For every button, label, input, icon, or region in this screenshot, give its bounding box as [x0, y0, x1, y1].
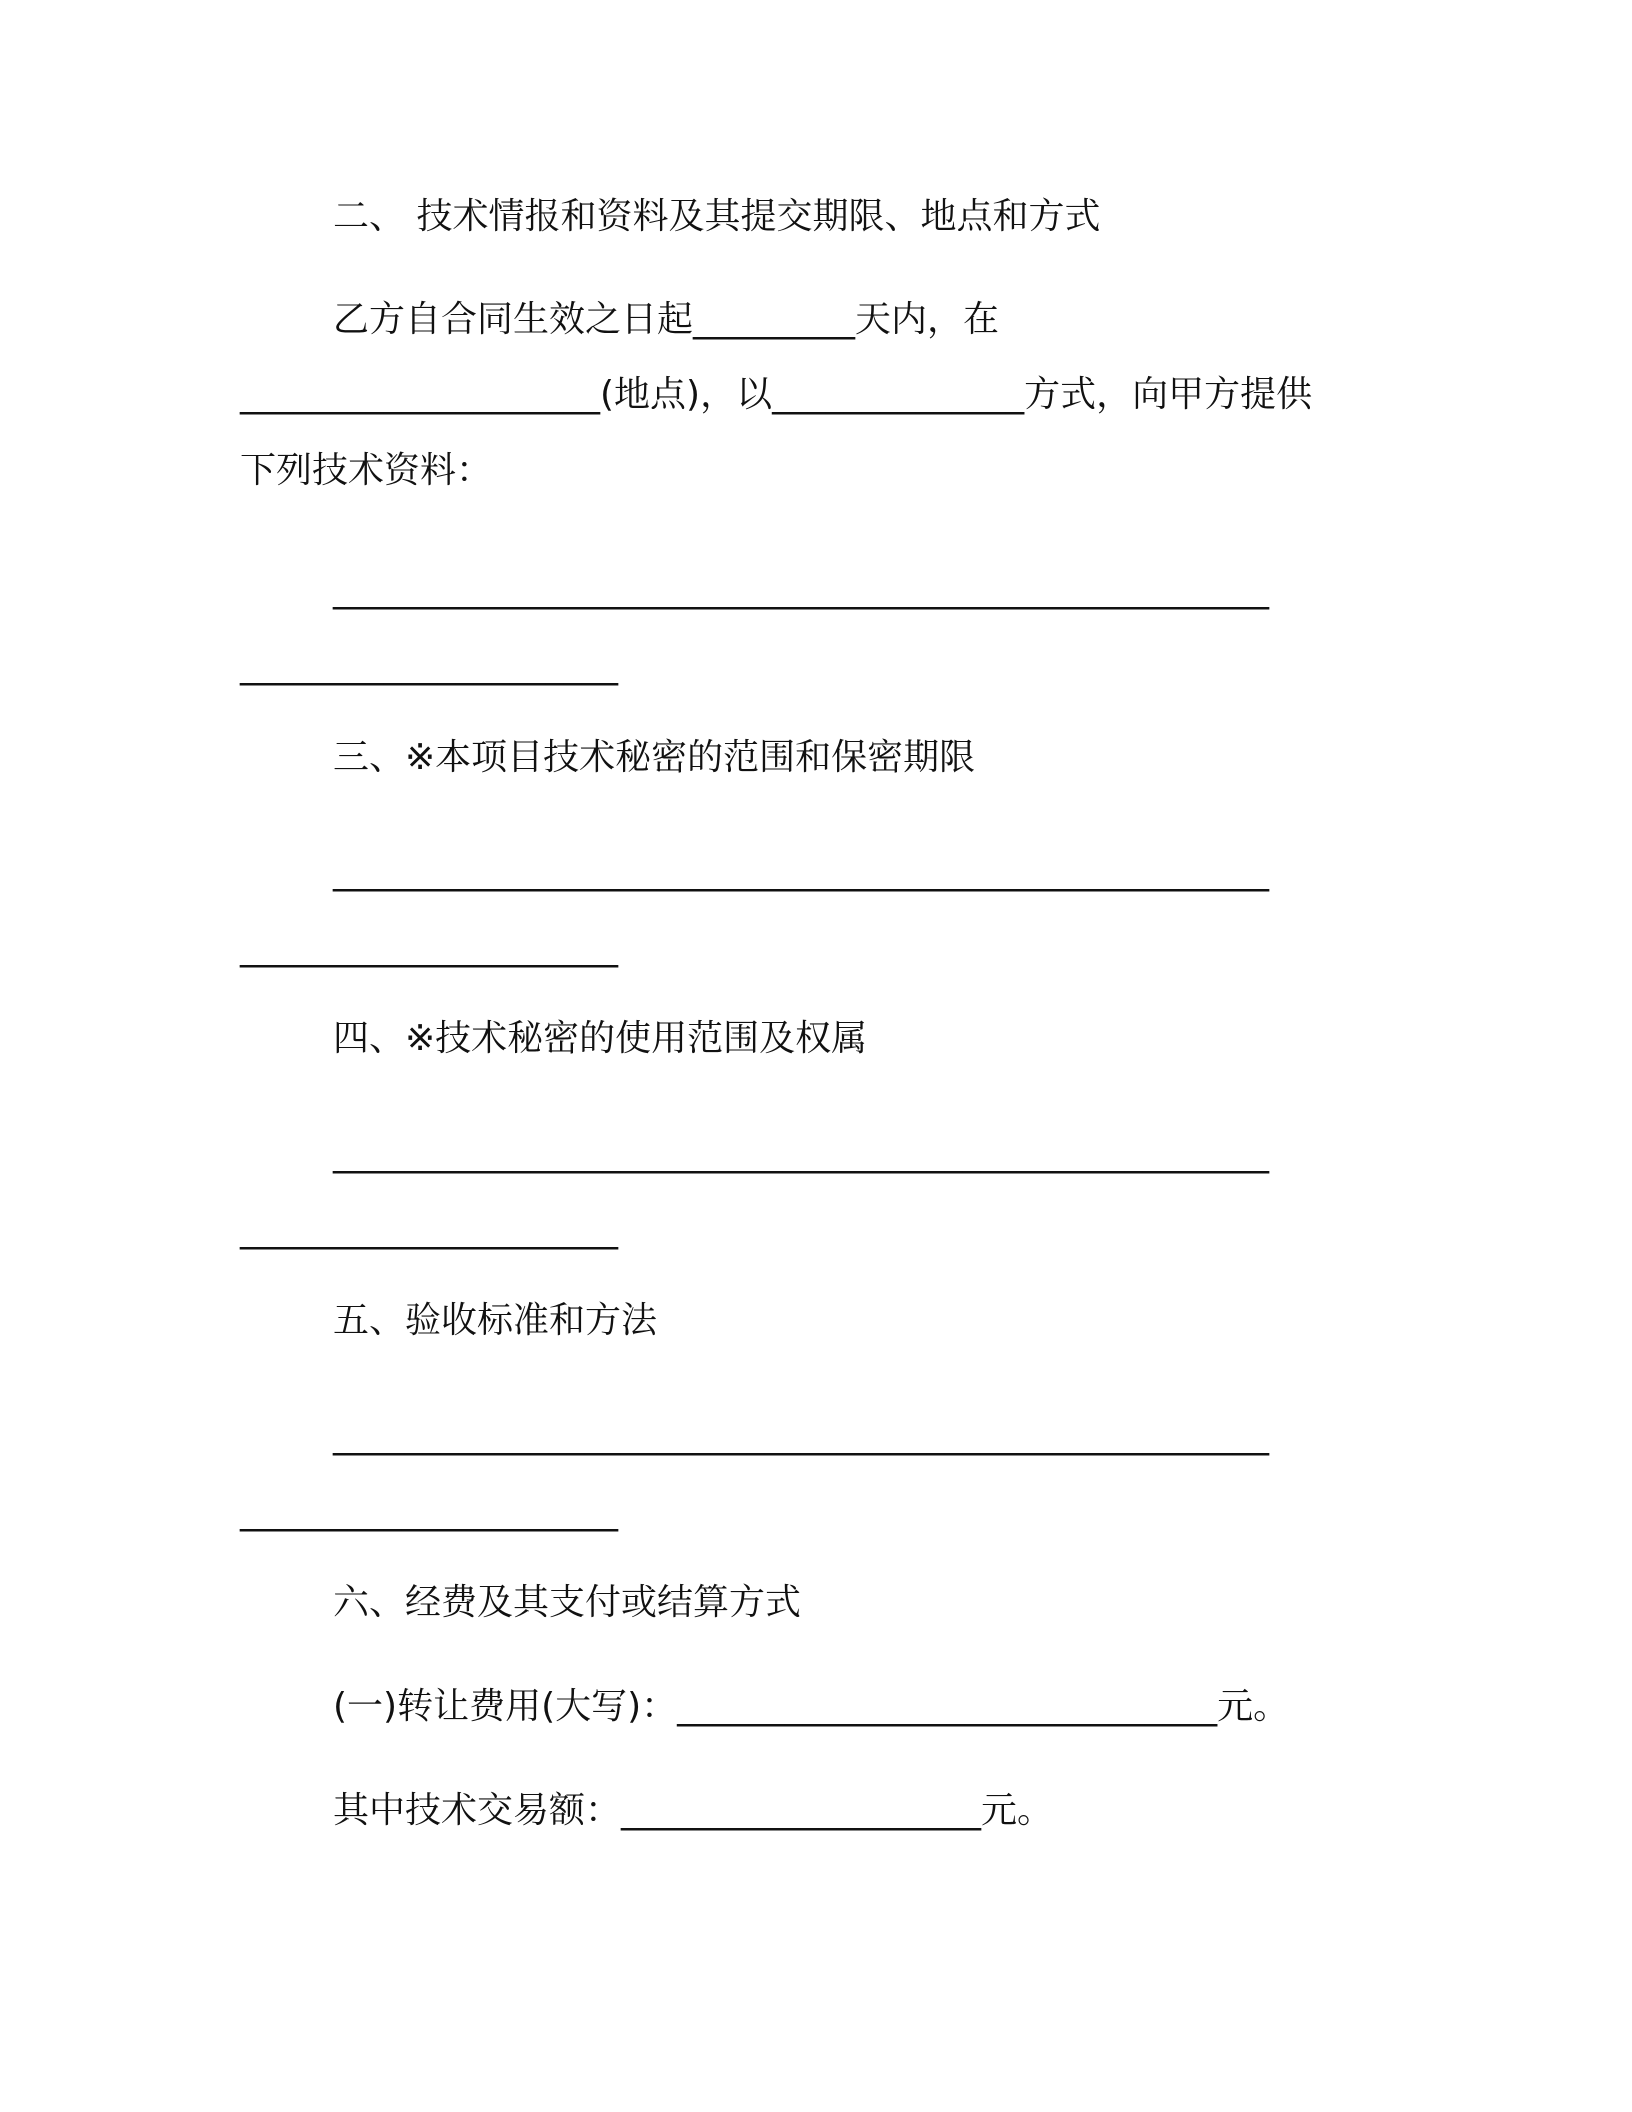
section-heading-2: 二、 技术情报和资料及其提交期限、地点和方式 [333, 196, 1101, 237]
blank-fill-line: ____________________________________________________ [333, 1133, 1269, 1174]
blank-fill-line: _____________________ [240, 1491, 618, 1532]
blank-fill-line: ____________________________________________________ [333, 569, 1269, 610]
section-heading-3: 三、※本项目技术秘密的范围和保密期限 [333, 737, 976, 778]
blank-fill-line: ____________________________________________________ [333, 1415, 1269, 1456]
blank-fill-line: _____________________ [240, 927, 618, 968]
paragraph-line: 乙方自合同生效之日起_________天内，在 [333, 299, 1000, 340]
blank-fill-line: _____________________ [240, 645, 618, 686]
paragraph-line: (一)转让费用(大写)：______________________________元。 [333, 1686, 1290, 1727]
section-heading-6: 六、经费及其支付或结算方式 [333, 1582, 802, 1623]
paragraph-line: 下列技术资料： [240, 450, 493, 491]
paragraph-line: 其中技术交易额：____________________元。 [333, 1790, 1054, 1831]
paragraph-line: ____________________(地点)，以______________方式，向甲方提供 [240, 374, 1313, 415]
blank-fill-line: _____________________ [240, 1209, 618, 1250]
section-heading-4: 四、※技术秘密的使用范围及权属 [333, 1018, 868, 1059]
blank-fill-line: ____________________________________________________ [333, 851, 1269, 892]
section-heading-5: 五、验收标准和方法 [333, 1300, 658, 1341]
